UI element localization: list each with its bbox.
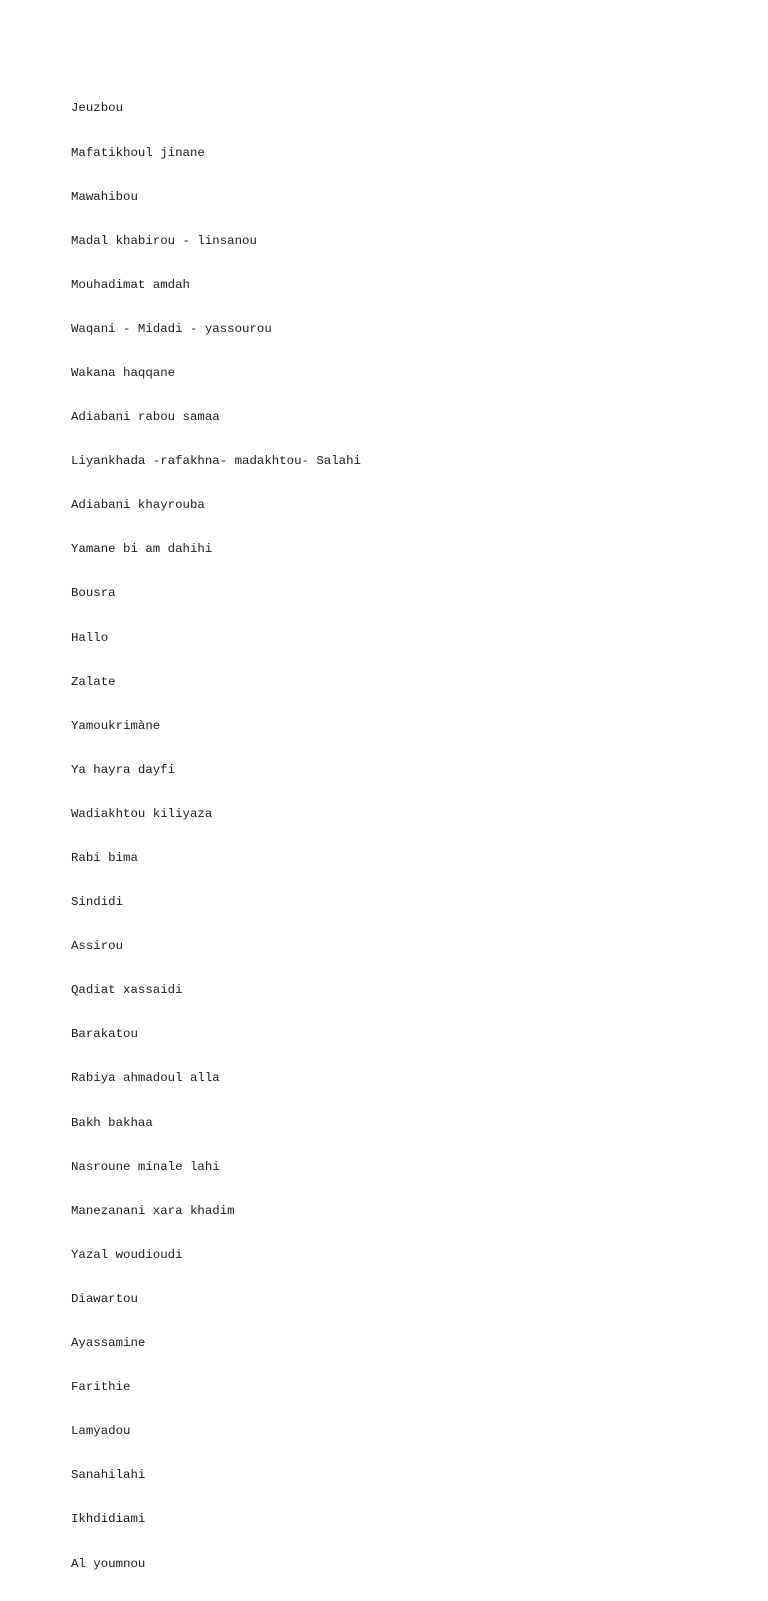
text-line: Zalate	[71, 674, 116, 689]
text-line: Qadiat xassaidi	[71, 983, 183, 998]
text-line: Hallo	[71, 630, 109, 645]
text-line: Bousra	[71, 586, 116, 601]
text-line: Assirou	[71, 939, 124, 954]
text-line: Mafatikhoul jinane	[71, 145, 205, 160]
text-line: Diawartou	[71, 1291, 138, 1306]
text-line: Ayassamine	[71, 1336, 146, 1351]
text-line: Rabiya ahmadoul alla	[71, 1071, 220, 1086]
text-line: Adiabani khayrouba	[71, 498, 205, 513]
text-line: Yamane bi am dahihi	[71, 542, 213, 557]
text-line: Liyankhada -rafakhna- madakhtou- Salahi	[71, 454, 361, 469]
text-line: Wakana haqqane	[71, 365, 176, 380]
text-line: Sindidi	[71, 895, 124, 910]
text-line: Nasroune minale lahi	[71, 1159, 220, 1174]
text-line: Al youmnou	[71, 1556, 146, 1571]
text-line: Farithie	[71, 1380, 131, 1395]
text-line: Lamyadou	[71, 1424, 131, 1439]
text-line: Wadiakhtou kiliyaza	[71, 806, 213, 821]
text-line: Jeuzbou	[71, 101, 124, 116]
text-line: Barakatou	[71, 1027, 138, 1042]
text-line: Madal khabirou - linsanou	[71, 233, 257, 248]
text-line: Bakh bakhaa	[71, 1115, 153, 1130]
text-line: Ikhdidiami	[71, 1512, 146, 1527]
text-line: Ya hayra dayfi	[71, 762, 176, 777]
text-line: Yazal woudioudi	[71, 1247, 183, 1262]
text-line: Mawahibou	[71, 189, 138, 204]
text-line: Yamoukrimàne	[71, 718, 161, 733]
text-line-list	[71, 72, 361, 1601]
text-line: Sanahilahi	[71, 1468, 146, 1483]
text-line: Mouhadimat amdah	[71, 277, 190, 292]
text-line: Waqani - Midadi - yassourou	[71, 321, 272, 336]
text-line: Rabi bima	[71, 851, 138, 865]
text-line: Adiabani rabou samaa	[71, 410, 220, 425]
text-line: Manezanani xara khadim	[71, 1203, 235, 1218]
